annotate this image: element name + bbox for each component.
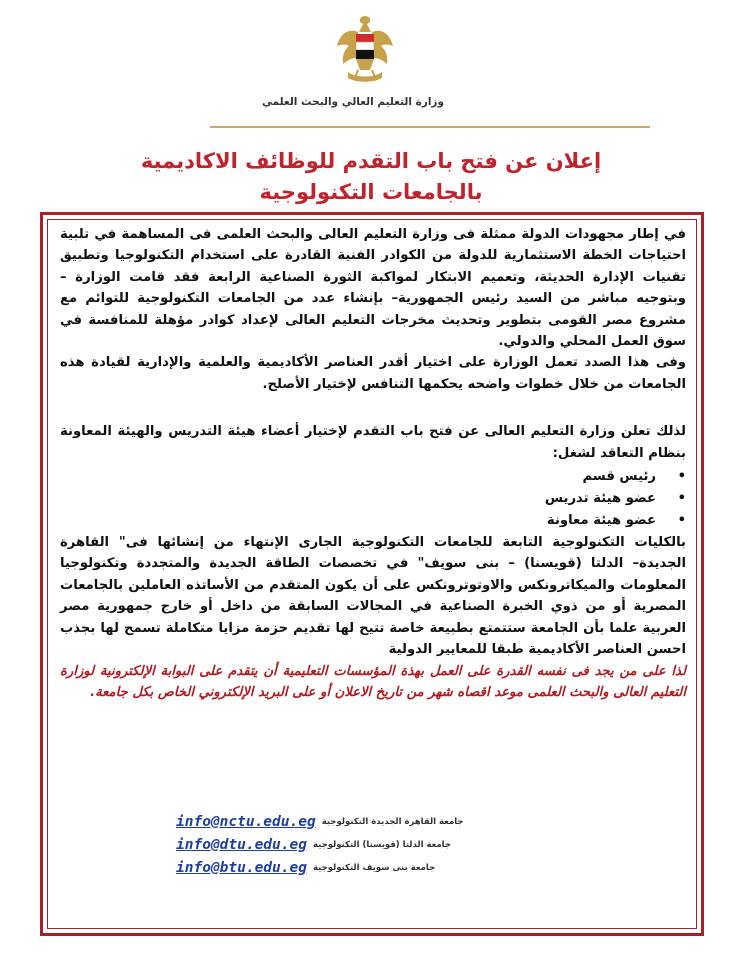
title-line-1: إعلان عن فتح باب التقدم للوظائف الاكاديمية	[140, 149, 602, 173]
header-divider	[210, 126, 650, 128]
email-link[interactable]: info@nctu.edu.eg	[176, 813, 316, 830]
university-label: جامعة الدلتا (قويسنا) التكنولوجية	[312, 839, 451, 850]
paragraph-intro: في إطار مجهودات الدولة ممثلة فى وزارة التعليم العالى والبحث العلمى فى المساهمة في تلبية احتياجات الخطة الاستثمارية للدولة من الكوادر الفنية القادرة على استخدام التكنولوجيا وتطبيق تقنيات الإدارة الحديثة، وتعميم الابتكار لمواكبة الثورة الصناعية الرابعة فقد قامت الوزارة – وبتوجيه مباشر من السيد رئيس الجمهورية– بإنشاء عدد من الجامعات التكنولوجية للتوائم مع مشروع مصر القومى بتطوير وتحديث مخرجات التعليم العالى لإعداد كوادر مؤهلة للمنافسة في سوق العمل المحلي والدولي.	[60, 227, 686, 350]
announcement-body	[60, 224, 686, 703]
list-item: • عضو هيئة معاونة	[546, 513, 686, 529]
paragraph-call: لذلك تعلن وزارة التعليم العالى عن فتح باب التقدم لإختيار أعضاء هيئة التدريس والهيئة المعاونة بنظام التعاقد لشغل:	[60, 424, 686, 461]
title-line-2: بالجامعات التكنولوجية	[259, 180, 483, 204]
positions-list	[60, 466, 686, 532]
contact-list	[176, 810, 464, 879]
paragraph-apply: لذا على من يجد فى نفسه القدرة على العمل بهذة المؤسسات التعليمية أن يتقدم على البوابة الإلكترونية لوزارة التعليم العالى والبحث العلمى موعد اقصاه شهر من تاريخ الاعلان أو على البريد الإلكتروني الخاص بكل جامعة.	[60, 663, 686, 700]
list-item: • رئيس قسم	[582, 469, 686, 485]
announcement-title	[60, 146, 682, 208]
paragraph-details: بالكليات التكنولوجية التابعة للجامعات التكنولوجية الجارى الإنتهاء من إنشائها فى" القاهرة الجديدة– الدلتا (قويسنا) – بنى سويف" في تخصصات الطاقة الجديدة والمتجددة وتكنولوجيا المعلومات والميكاترونكس والاوتوترونكس على أن يكون المتقدم من الأساتذه العاملين بالجامعات المصرية أو من ذوي الخبرة الصناعية في المجالات السابقة من داخل أو خارج جمهورية مصر العربية علما بأن الجامعة ستتمتع بطبيعة خاصة تتيح لها تقديم حزمة مزايا متكاملة تسمح لها بجذب احسن العناصر الأكاديمية طبقا للمعايير الدولية	[60, 535, 686, 658]
egypt-eagle-emblem-icon	[334, 10, 396, 90]
university-label: جامعة القاهرة الجديدة التكنولوجية	[321, 816, 464, 827]
university-label: جامعة بنى سويف التكنولوجية	[312, 862, 436, 873]
email-link[interactable]: info@dtu.edu.eg	[176, 836, 307, 853]
ministry-name: وزارة التعليم العالي والبحث العلمي	[261, 96, 444, 108]
paragraph-selection: وفى هذا الصدد تعمل الوزارة على اختيار أقدر العناصر الأكاديمية والعلمية والإدارية لقيادة هذه الجامعات من خلال خطوات واضحه يحكمها التنافس لإختيار الأصلح.	[60, 355, 686, 392]
contact-row	[176, 810, 464, 833]
contact-row	[176, 833, 451, 856]
list-item: • عضو هيئة تدريس	[544, 491, 686, 507]
contact-row	[176, 856, 436, 879]
email-link[interactable]: info@btu.edu.eg	[176, 859, 307, 876]
